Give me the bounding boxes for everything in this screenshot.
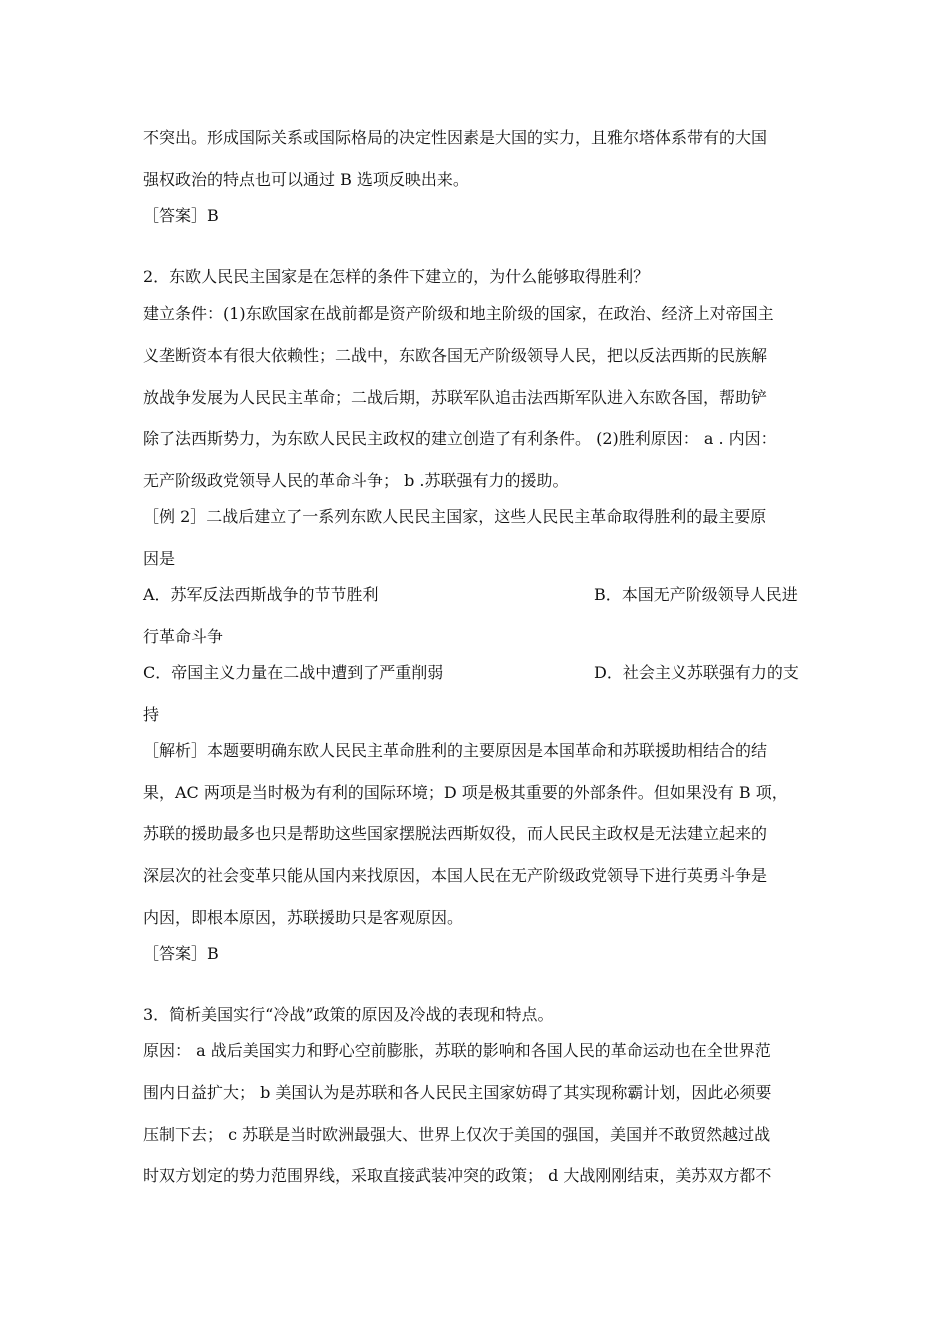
option-b-continued: 行革命斗争 [143, 627, 224, 646]
question-heading: 2．东欧人民民主国家是在怎样的条件下建立的，为什么能够取得胜利？ [143, 267, 650, 286]
option-a: A．苏军反法西斯战争的节节胜利 [143, 585, 379, 604]
option-c: C．帝国主义力量在二战中遭到了严重削弱 [143, 663, 444, 682]
text-line: 围内日益扩大； b 美国认为是苏联和各人民民主国家妨碍了其实现称霸计划，因此必须要 [143, 1083, 772, 1102]
option-d: D．社会主义苏联强有力的支 [594, 663, 799, 682]
text-line: 原因： a 战后美国实力和野心空前膨胀，苏联的影响和各国人民的革命运动也在全世界范 [143, 1041, 771, 1060]
answer-line: ［答案］B [143, 206, 219, 225]
text-line: 除了法西斯势力，为东欧人民民主政权的建立创造了有利条件。 (2)胜利原因： a . 内因： [143, 429, 777, 448]
text-line: 义垄断资本有很大依赖性；二战中，东欧各国无产阶级领导人民，把以反法西斯的民族解 [143, 346, 768, 365]
text-line: 苏联的援助最多也只是帮助这些国家摆脱法西斯奴役，而人民民主政权是无法建立起来的 [143, 824, 768, 843]
option-b: B．本国无产阶级领导人民进 [594, 585, 798, 604]
option-d-continued: 持 [143, 705, 160, 724]
question-heading: 3．简析美国实行“冷战”政策的原因及冷战的表现和特点。 [143, 1005, 554, 1024]
text-line: 放战争发展为人民民主革命；二战后期，苏联军队追击法西斯军队进入东欧各国，帮助铲 [143, 388, 768, 407]
text-line: 压制下去； c 苏联是当时欧洲最强大、世界上仅次于美国的强国，美国并不敢贸然越过战 [143, 1125, 771, 1144]
analysis-line: ［解析］本题要明确东欧人民民主革命胜利的主要原因是本国革命和苏联援助相结合的结 [143, 741, 768, 760]
text-line: 果，AC 两项是当时极为有利的国际环境；D 项是极其重要的外部条件。但如果没有 B 项， [143, 783, 788, 802]
text-line: 深层次的社会变革只能从国内来找原因，本国人民在无产阶级政党领导下进行英勇斗争是 [143, 866, 768, 885]
text-line: 因是 [143, 549, 176, 568]
text-line: 内因，即根本原因，苏联援助只是客观原因。 [143, 908, 464, 927]
text-line: 时双方划定的势力范围界线，采取直接武装冲突的政策； d 大战刚刚结束，美苏双方都不 [143, 1166, 772, 1185]
text-line: 强权政治的特点也可以通过 B 选项反映出来。 [143, 170, 469, 189]
example-question: ［例 2］二战后建立了一系列东欧人民民主国家，这些人民民主革命取得胜利的最主要原 [143, 507, 767, 526]
text-line: 不突出。形成国际关系或国际格局的决定性因素是大国的实力，且雅尔塔体系带有的大国 [143, 128, 768, 147]
text-line: 无产阶级政党领导人民的革命斗争； b .苏联强有力的援助。 [143, 471, 569, 490]
answer-line: ［答案］B [143, 944, 219, 963]
text-line: 建立条件：(1)东欧国家在战前都是资产阶级和地主阶级的国家，在政治、经济上对帝国主 [143, 304, 774, 323]
